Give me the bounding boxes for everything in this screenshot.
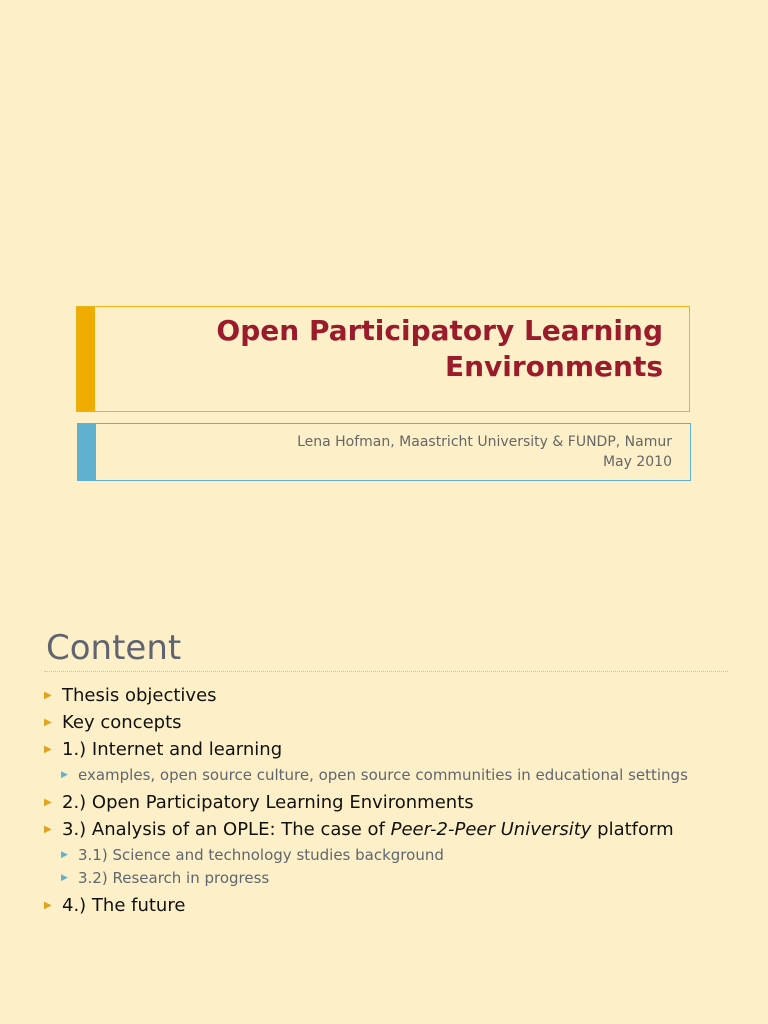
sub-bullet-arrow-icon: ▶ (61, 770, 68, 780)
list-item (44, 709, 724, 736)
sub-list-item (44, 845, 724, 866)
sub-list-item-text: examples, open source culture, open source communities in educational settings (78, 766, 688, 784)
list-item-text: 4.) The future (62, 895, 186, 916)
bullet-arrow-icon: ▶ (44, 717, 52, 728)
content-slide (0, 512, 768, 1024)
list-item-text: Thesis objectives (62, 685, 217, 706)
heading-divider (44, 671, 728, 672)
slide-title-line-2: Environments (444, 350, 663, 383)
list-item (44, 736, 724, 763)
list-item-text-prefix: 3.) Analysis of an OPLE: The case of (62, 819, 391, 840)
list-item-text: Key concepts (62, 712, 182, 733)
subtitle-box (77, 423, 691, 481)
date-line: May 2010 (602, 454, 672, 470)
bullet-arrow-icon: ▶ (44, 690, 52, 701)
content-heading: Content (46, 628, 182, 668)
bullet-arrow-icon: ▶ (44, 900, 52, 911)
sub-list-item (44, 765, 724, 786)
subtitle-accent-bar (78, 424, 96, 480)
title-box (76, 306, 690, 412)
slide-subtitle (112, 432, 672, 472)
sub-bullet-arrow-icon: ▶ (61, 850, 68, 860)
list-item (44, 682, 724, 709)
slide-title-line-1: Open Participatory Learning (216, 314, 663, 347)
list-item-text: 2.) Open Participatory Learning Environments (62, 792, 474, 813)
list-item-text: 1.) Internet and learning (62, 739, 283, 760)
list-item-text-suffix: platform (591, 819, 674, 840)
title-accent-bar (77, 307, 95, 411)
sub-list-item (44, 868, 724, 889)
bullet-arrow-icon: ▶ (44, 797, 52, 808)
sub-list-item-text: 3.1) Science and technology studies background (78, 846, 444, 864)
bullet-arrow-icon: ▶ (44, 824, 52, 835)
sub-bullet-arrow-icon: ▶ (61, 873, 68, 883)
list-item (44, 892, 724, 919)
list-item (44, 816, 724, 843)
slide-title (103, 313, 663, 385)
list-item-text-italic: Peer-2-Peer University (390, 819, 592, 840)
content-list (44, 682, 724, 919)
bullet-arrow-icon: ▶ (44, 744, 52, 755)
list-item (44, 789, 724, 816)
sub-list-item-text: 3.2) Research in progress (78, 869, 270, 887)
author-line: Lena Hofman, Maastricht University & FUNDP, Namur (297, 434, 672, 450)
